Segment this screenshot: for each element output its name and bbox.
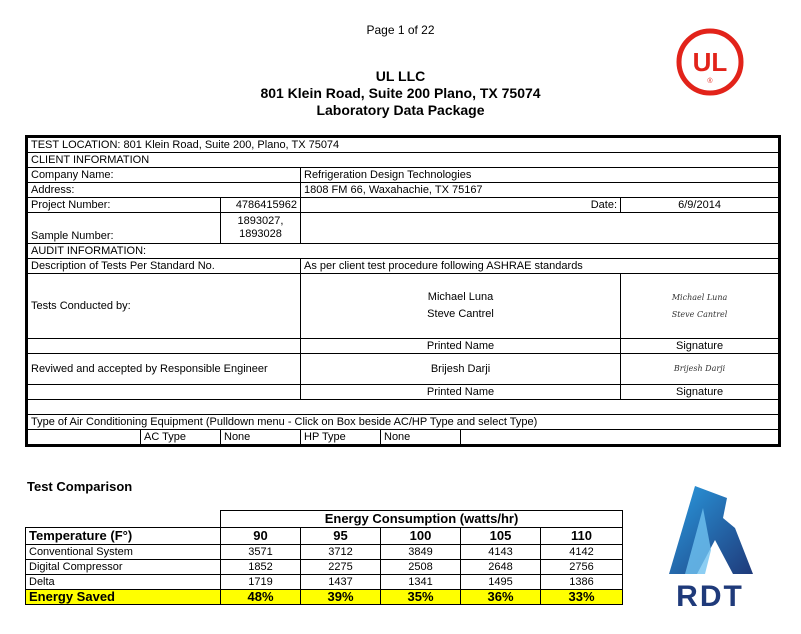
engineer-name: Brijesh Darji <box>301 354 621 385</box>
temp-col: 95 <box>301 528 381 545</box>
table-row: Digital Compressor 1852 2275 2508 2648 2756 <box>26 560 623 575</box>
client-info-heading: CLIENT INFORMATION <box>27 153 780 168</box>
ac-type-select[interactable]: None <box>221 430 301 446</box>
address-value: 1808 FM 66, Waxahachie, TX 75167 <box>301 183 780 198</box>
hp-type-label: HP Type <box>301 430 381 446</box>
svg-text:®: ® <box>707 78 713 85</box>
temp-col: 90 <box>221 528 301 545</box>
comparison-table <box>25 510 623 605</box>
audit-info-heading: AUDIT INFORMATION: <box>27 244 780 259</box>
ac-type-label: AC Type <box>141 430 221 446</box>
page-number: Page 1 of 22 <box>366 23 435 37</box>
energy-consumption-header: Energy Consumption (watts/hr) <box>221 511 623 528</box>
project-value: 4786415962 <box>221 198 301 213</box>
project-label: Project Number: <box>27 198 221 213</box>
temp-col: 100 <box>381 528 461 545</box>
conducted-label: Tests Conducted by: <box>27 274 301 339</box>
hp-type-select[interactable]: None <box>381 430 461 446</box>
company-label: Company Name: <box>27 168 301 183</box>
equipment-label: Type of Air Conditioning Equipment (Pulldown menu - Click on Box beside AC/HP Type and select Type) <box>27 415 780 430</box>
ul-logo-text: UL <box>692 47 728 77</box>
sample-label: Sample Number: <box>27 213 221 244</box>
comparison-title: Test Comparison <box>27 479 133 494</box>
date-value: 6/9/2014 <box>621 198 780 213</box>
signature-label: Signature <box>621 339 780 354</box>
header-address: 801 Klein Road, Suite 200 Plano, TX 75074 <box>260 85 541 101</box>
date-label: Date: <box>461 198 621 213</box>
sample-value: 1893027, 1893028 <box>221 213 301 244</box>
info-table <box>25 135 781 447</box>
desc-label: Description of Tests Per Standard No. <box>27 259 301 274</box>
desc-value: As per client test procedure following ASHRAE standards <box>301 259 780 274</box>
rdt-logo-text: RDT <box>676 580 744 613</box>
engineer-signature: Brijesh Darji <box>621 354 780 385</box>
conductors: Michael Luna Steve Cantrel <box>301 274 621 339</box>
printed-name-label-2: Printed Name <box>301 385 621 400</box>
printed-name-label: Printed Name <box>301 339 621 354</box>
rdt-logo <box>655 478 765 616</box>
temp-col: 105 <box>461 528 541 545</box>
temp-col: 110 <box>541 528 623 545</box>
company-value: Refrigeration Design Technologies <box>301 168 780 183</box>
table-row: Conventional System 3571 3712 3849 4143 4142 <box>26 545 623 560</box>
temperature-label: Temperature (F°) <box>26 528 221 545</box>
header-company: UL LLC <box>375 68 426 84</box>
table-row: Delta 1719 1437 1341 1495 1386 <box>26 575 623 590</box>
address-label: Address: <box>27 183 301 198</box>
signature-label-2: Signature <box>621 385 780 400</box>
conductor-signatures: Michael Luna Steve Cantrel <box>621 274 780 339</box>
reviewed-label: Reviwed and accepted by Responsible Engineer <box>27 354 301 385</box>
test-location: TEST LOCATION: 801 Klein Road, Suite 200, Plano, TX 75074 <box>27 137 780 153</box>
header-title: Laboratory Data Package <box>316 102 485 118</box>
energy-saved-row: Energy Saved 48% 39% 35% 36% 33% <box>26 590 623 605</box>
